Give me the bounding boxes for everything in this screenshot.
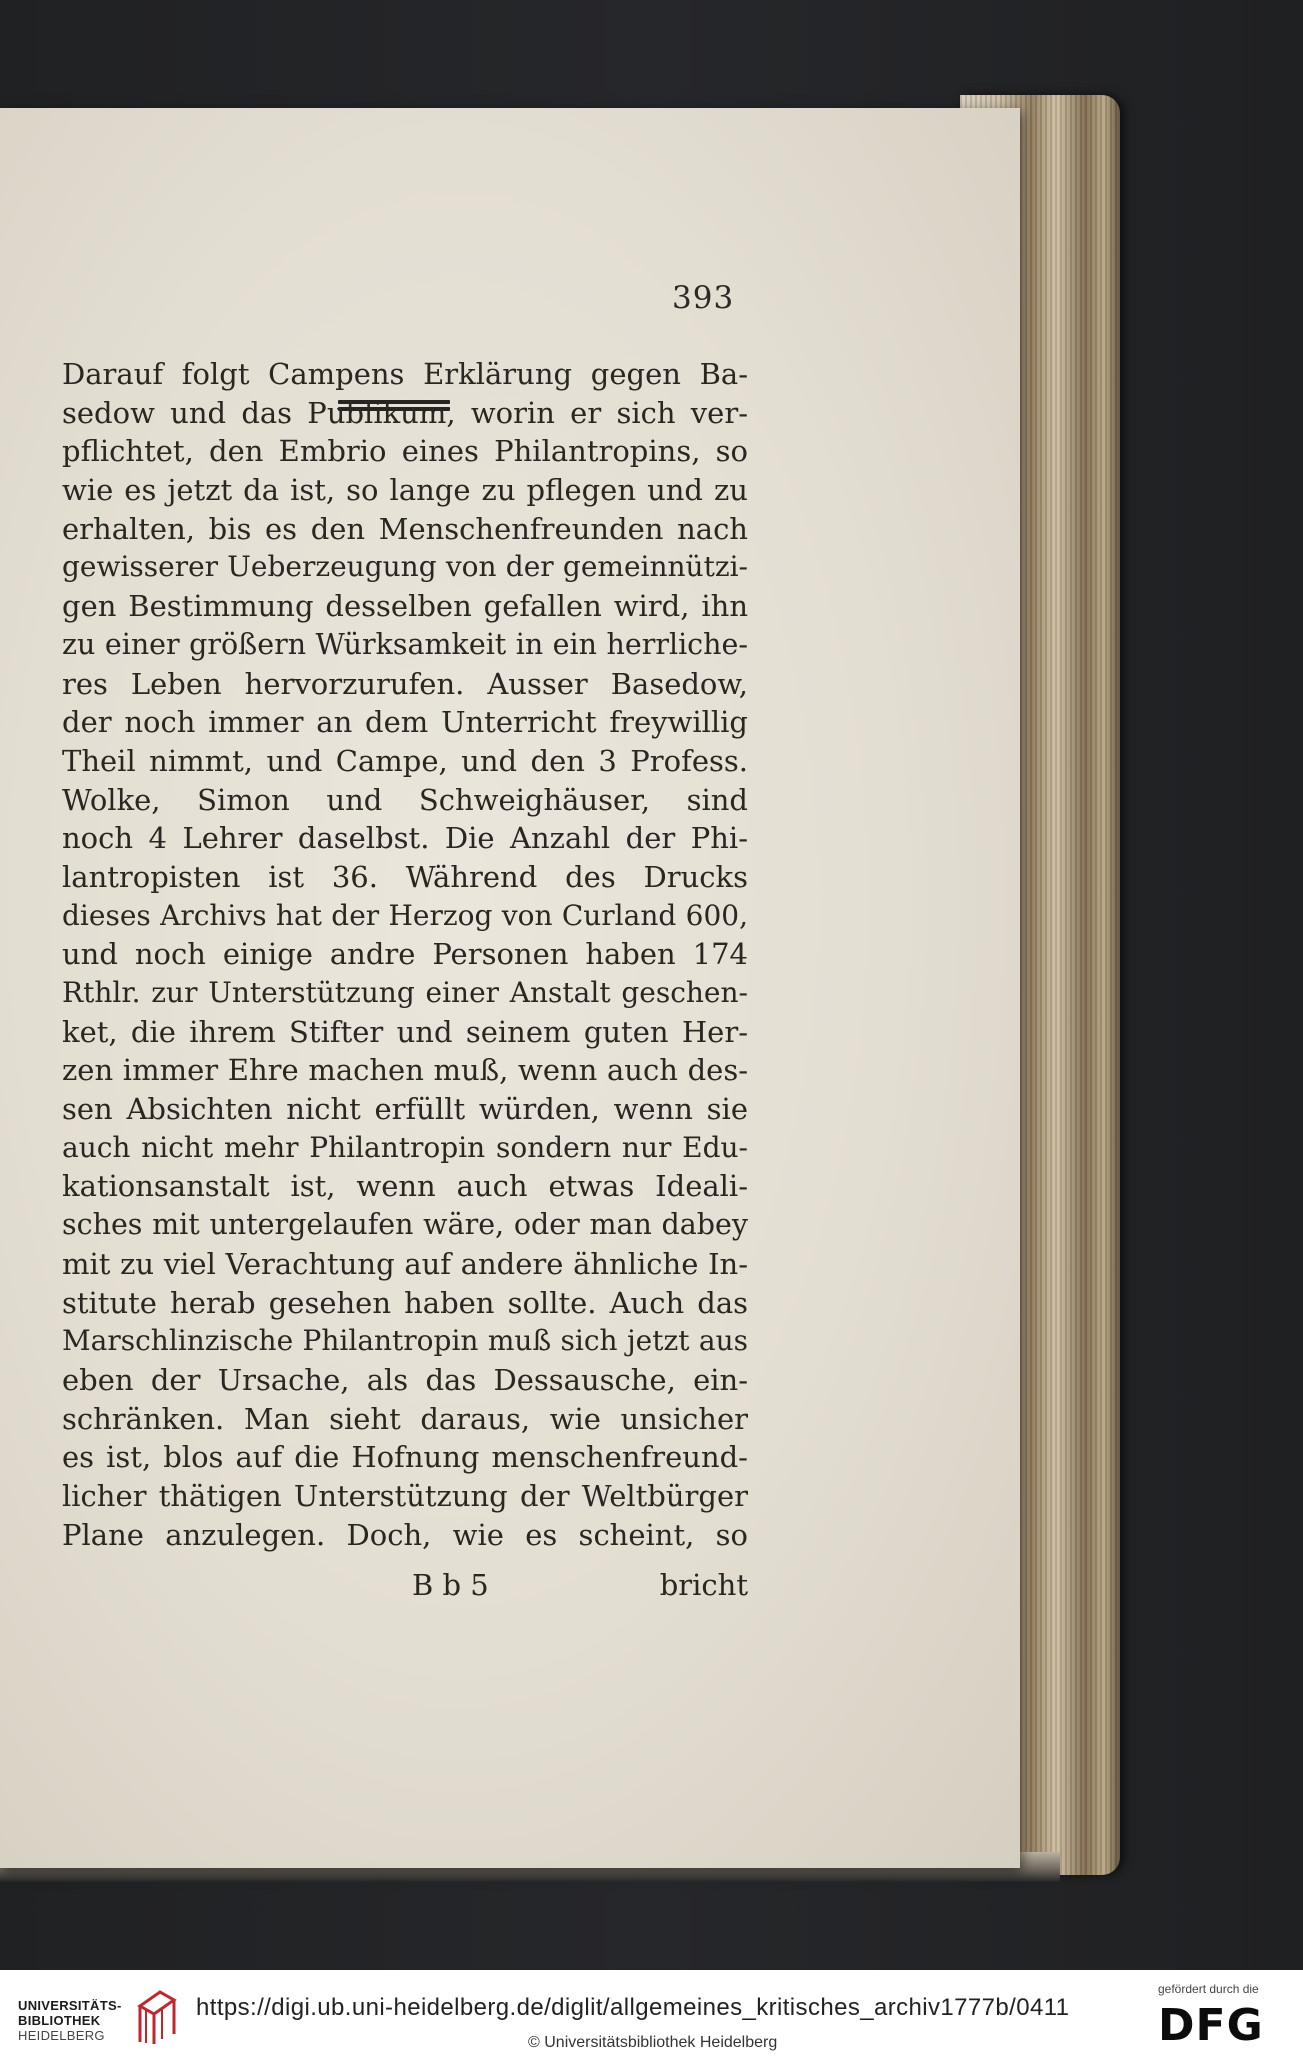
- text-line: dieses Archivs hat der Herzog von Curland 600,: [62, 898, 748, 932]
- text-line: es ist, blos auf die Hofnung menschenfreund-: [62, 1440, 748, 1475]
- permalink-url[interactable]: https://digi.ub.uni-heidelberg.de/diglit/allgemeines_kritisches_archiv1777b/0411: [196, 1994, 1070, 2021]
- library-name-line3: HEIDELBERG: [18, 2028, 105, 2043]
- text-line: auch nicht mehr Philantropin sondern nur Edu-: [62, 1130, 748, 1164]
- text-line: zu einer größern Würksamkeit in ein herrliche-: [62, 627, 748, 661]
- copyright-notice: © Universitätsbibliothek Heidelberg: [528, 2034, 778, 2051]
- funder-block: [1158, 1982, 1288, 2058]
- text-line: kationsanstalt ist, wenn auch etwas Ideali-: [62, 1169, 748, 1204]
- body-text: [62, 355, 748, 1554]
- library-name-line1: UNIVERSITÄTS-: [18, 1998, 122, 2013]
- text-line: Wolke, Simon und Schweighäuser, sind: [62, 782, 748, 817]
- text-line: gewisserer Ueberzeugung von der gemeinnützi-: [62, 550, 748, 584]
- text-line: Theil nimmt, und Campe, und den 3 Profess.: [62, 743, 748, 778]
- text-line: eben der Ursache, als das Dessausche, ein-: [62, 1362, 748, 1397]
- text-line: der noch immer an dem Unterricht freywillig: [62, 705, 748, 740]
- text-line: und noch einige andre Personen haben 174: [62, 937, 748, 972]
- text-line: wie es jetzt da ist, so lange zu pflegen und zu: [62, 473, 748, 508]
- page-footer: [62, 1568, 748, 1608]
- dfg-logo[interactable]: DFG: [1158, 2000, 1264, 2051]
- catchword: bricht: [659, 1568, 748, 1602]
- text-line: ket, die ihrem Stifter und seinem guten Her-: [62, 1014, 748, 1049]
- text-line: Marschlinzische Philantropin muß sich jetzt aus: [62, 1324, 748, 1358]
- library-mark-icon: [130, 1986, 182, 2048]
- signature-mark: B b 5: [412, 1568, 489, 1602]
- text-line: stitute herab gesehen haben sollte. Auch das: [62, 1285, 748, 1320]
- text-line: Rthlr. zur Unterstützung einer Anstalt geschen-: [62, 976, 748, 1009]
- text-line: sedow und das Publikum, worin er sich ver-: [62, 395, 748, 430]
- text-line: res Leben hervorzurufen. Ausser Basedow,: [62, 666, 748, 701]
- text-line: Darauf folgt Campens Erklärung gegen Ba-: [62, 357, 748, 391]
- text-line: erhalten, bis es den Menschenfreunden nach: [62, 511, 748, 546]
- text-line: zen immer Ehre machen muß, wenn auch des-: [62, 1053, 748, 1088]
- text-line: noch 4 Lehrer daselbst. Die Anzahl der Phi-: [62, 821, 748, 856]
- text-line: lantropisten ist 36. Während des Drucks: [62, 859, 748, 894]
- text-line: sen Absichten nicht erfüllt würden, wenn sie: [62, 1092, 748, 1127]
- text-line: Plane anzulegen. Doch, wie es scheint, so: [62, 1517, 748, 1552]
- text-line: pflichtet, den Embrio eines Philantropins, so: [62, 434, 748, 469]
- text-line: mit zu viel Verachtung auf andere ähnliche In-: [62, 1246, 748, 1281]
- library-banner: [0, 1970, 1303, 2065]
- funding-note: gefördert durch die: [1158, 1982, 1259, 1996]
- text-line: schränken. Man sieht daraus, wie unsicher: [62, 1401, 748, 1436]
- text-line: gen Bestimmung desselben gefallen wird, ihn: [62, 589, 748, 624]
- library-name-line2: BIBLIOTHEK: [18, 2013, 101, 2028]
- page-number: 393: [672, 280, 735, 316]
- text-line: licher thätigen Unterstützung der Weltbürger: [62, 1478, 748, 1513]
- text-line: sches mit untergelaufen wäre, oder man dabey: [62, 1208, 748, 1242]
